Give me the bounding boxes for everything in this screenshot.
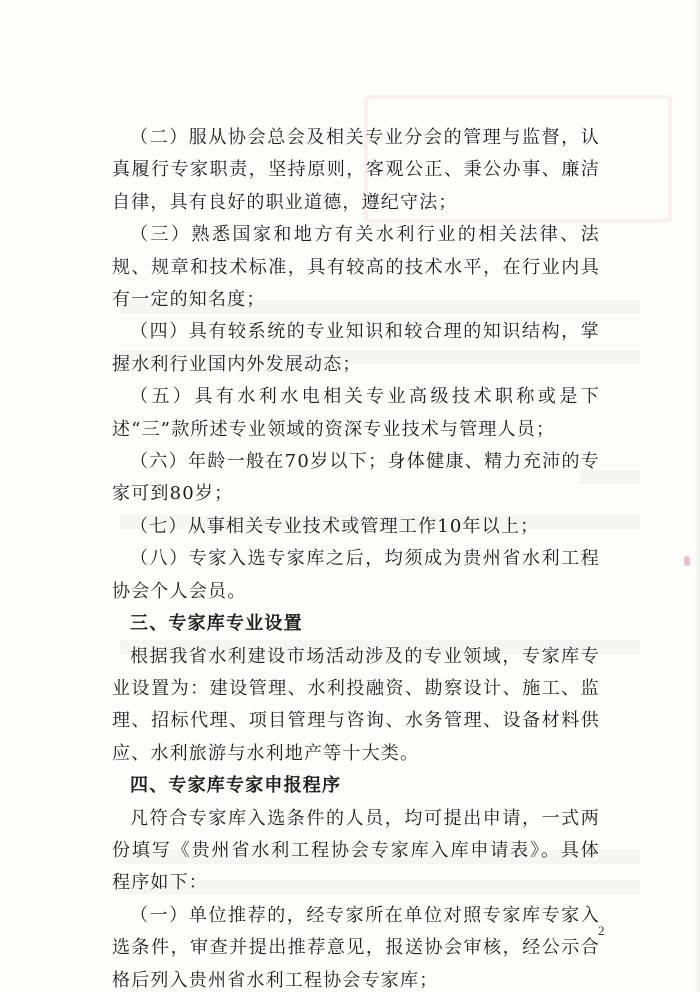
scan-edge bbox=[694, 0, 700, 992]
paragraph-condition-3: （三）熟悉国家和地方有关水利行业的相关法律、法规、规章和技术标准，具有较高的技术水平，在行业内具有一定的知名度； bbox=[112, 224, 600, 311]
paragraph-condition-4: （四）具有较系统的专业知识和较合理的知识结构，掌握水利行业国内外发展动态； bbox=[112, 321, 600, 375]
paragraph-specialty-setting: 根据我省水利建设市场活动涉及的专业领域，专家库专业设置为：建设管理、水利投融资、勘察设计、施工、监理、招标代理、项目管理与咨询、水务管理、设备材料供应、水利旅游与水利地产等十大类。 bbox=[112, 645, 600, 764]
paragraph-condition-8: （八）专家入选专家库之后，均须成为贵州省水利工程协会个人会员。 bbox=[112, 548, 600, 602]
paragraph-condition-5: （五）具有水利水电相关专业高级技术职称或是下述“三”款所述专业领域的资深专业技术与管理人员； bbox=[112, 386, 600, 440]
document-body bbox=[112, 122, 600, 992]
ink-speck bbox=[684, 556, 690, 566]
page-number: 2 bbox=[598, 923, 605, 938]
paragraph-application-intro: 凡符合专家库入选条件的人员，均可提出申请，一式两份填写《贵州省水利工程协会专家库入库申请表》。具体程序如下： bbox=[112, 807, 600, 894]
paragraph-condition-6: （六）年龄一般在70岁以下；身体健康、精力充沛的专家可到80岁； bbox=[112, 451, 600, 505]
paragraph-condition-7: （七）从事相关专业技术或管理工作10年以上； bbox=[130, 515, 540, 537]
paragraph-procedure-1: （一）单位推荐的，经专家所在单位对照专家库专家入选条件，审查并提出推荐意见，报送协会审核，经公示合格后列入贵州省水利工程协会专家库； bbox=[112, 904, 600, 991]
paragraph-condition-2: （二）服从协会总会及相关专业分会的管理与监督，认真履行专家职责，坚持原则，客观公正、秉公办事、廉洁自律，具有良好的职业道德，遵纪守法； bbox=[112, 127, 600, 213]
section-heading-3: 三、专家库专业设置 bbox=[130, 613, 303, 635]
section-heading-4: 四、专家库专家申报程序 bbox=[130, 775, 342, 797]
